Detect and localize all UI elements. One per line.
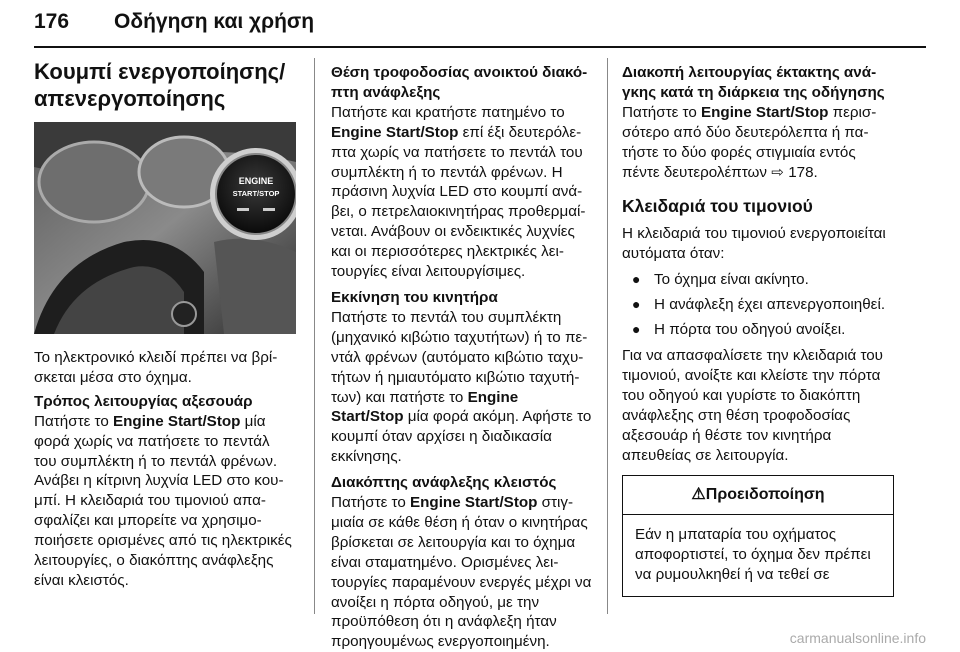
warning-triangle-icon: ⚠ — [691, 486, 706, 504]
unlock-paragraph: Για να απασφαλίσετε την κλειδαριά του τιμονιού, ανοίξτε και κλείστε την πόρτα του οδηγού και γυρίστε το διακόπτη ανάφλεξης στη θέση τροφοδοσίας αξεσουάρ ή θέστε τον κινητήρα απευθείας σε λειτουργία. — [622, 346, 883, 464]
page-ref-icon: ⇨ — [771, 163, 784, 181]
photo-button-label-2: START/STOP — [232, 189, 280, 198]
bullet-icon: ● — [632, 321, 641, 338]
watermark: carmanualsonline.info — [789, 630, 926, 646]
ign-paragraph: Πατήστε και κρατήστε πατημένο το Engine Start/Stop επί έξι δευτερόλεπτα χωρίς να πατήσετε το πεντάλ του συμπλέκτη ή το πεντάλ φρένων. Η πράσινη λυχνία LED στο κουμπί ανάβει, ο πετρελαιοκινητήρας προθερμαίνεται. Ανάβουν οι ενδεικτικές λυχνίες και οι περισσότερες ηλεκτρικές λειτουργίες είναι λειτουργίσιμες. — [331, 103, 586, 281]
column-1 — [34, 58, 296, 591]
bullet-icon: ● — [632, 296, 641, 313]
header-rule — [34, 46, 926, 48]
lock-intro: Η κλειδαριά του τιμονιού ενεργοποιείται αυτόματα όταν: — [622, 225, 886, 263]
dashboard-photo — [34, 122, 296, 334]
off-paragraph: Πατήστε το Engine Start/Stop στιγμιαία σε κάθε θέση ή όταν ο κινητήρας βρίσκεται σε λειτουργία και το όχημα είναι σταματημένο. Ορισμένες λειτουργίες παραμένουν ενεργές μέχρι να ανοίξει η πόρτα οδηγού, με την προϋπόθεση ότι η ανάφλεξη ήταν προηγουμένως ενεργοποιημένη. — [331, 494, 592, 651]
page-ref-link[interactable]: 178. — [788, 163, 818, 181]
list-item: ● Η πόρτα του οδηγού ανοίξει. — [632, 321, 846, 339]
emergency-paragraph: Πατήστε το Engine Start/Stop περισσότερο από δύο δευτερόλεπτα ή πατήστε το δύο φορές στιγμιαία εντός πέντε δευτερολέπτων ⇨ 178. — [622, 103, 877, 181]
warning-box — [622, 475, 894, 597]
acc-heading: Τρόπος λειτουργίας αξεσουάρ — [34, 392, 253, 410]
start-paragraph: Πατήστε το πεντάλ του συμπλέκτη (μηχανικό κιβώτιο ταχυτήτων) ή το πεντάλ φρένων (αυτόματο κιβώτιο ταχυτήτων ή ημιαυτόματο κιβώτιο ταχυτήτων) και πατήστε το Engine Start/Stop μία φορά ακόμη. Αφήστε το κουμπί όταν αρχίσει η διαδικασία εκκίνησης. — [331, 308, 592, 466]
emergency-heading: Διακοπή λειτουργίας έκτακτης ανάγκης κατά τη διάρκεια της οδήγησης — [622, 64, 885, 101]
photo-caption: Το ηλεκτρονικό κλειδί πρέπει να βρίσκεται μέσα στο όχημα. — [34, 349, 278, 386]
chapter-title: Οδήγηση και χρήση — [114, 10, 315, 33]
lock-conditions-list — [622, 270, 892, 340]
start-heading: Εκκίνηση του κινητήρα — [331, 288, 498, 306]
column-divider — [607, 58, 608, 614]
column-2 — [331, 63, 593, 652]
warning-header: ⚠Προειδοποίηση — [623, 476, 893, 515]
acc-paragraph: Πατήστε το Engine Start/Stop μία φορά χωρίς να πατήσετε το πεντάλ του συμπλέκτη ή το πεντάλ φρένων. Ανάβει η κίτρινη λυχνία LED στο κουμπί. Η κλειδαριά του τιμονιού απασφαλίζει και μπορείτε να χρησιμοποιήσετε ορισμένες από τις ηλεκτρικές λειτουργίες, ο διακόπτης ανάφλεξης είναι κλειστός. — [34, 412, 292, 589]
lock-heading: Κλειδαριά του τιμονιού — [622, 196, 813, 217]
photo-button-label-1: ENGINE — [238, 176, 274, 186]
list-item: ● Το όχημα είναι ακίνητο. — [632, 271, 809, 289]
ign-heading: Θέση τροφοδοσίας ανοικτού διακόπτη ανάφλεξης — [331, 64, 588, 101]
page-header — [34, 10, 314, 34]
section-title: Κουμπί ενεργοποίησης/ απενεργοποίησης — [34, 59, 286, 111]
column-3 — [622, 63, 892, 597]
list-item: ● Η ανάφλεξη έχει απενεργοποιηθεί. — [632, 296, 886, 314]
off-heading: Διακόπτης ανάφλεξης κλειστός — [331, 474, 557, 492]
column-divider — [314, 58, 315, 614]
page-number: 176 — [34, 10, 70, 33]
bullet-icon: ● — [632, 271, 641, 288]
warning-text: Εάν η μπαταρία του οχήματος αποφορτιστεί, το όχημα δεν πρέπει να ρυμουλκηθεί ή να τεθεί σε — [635, 526, 871, 584]
